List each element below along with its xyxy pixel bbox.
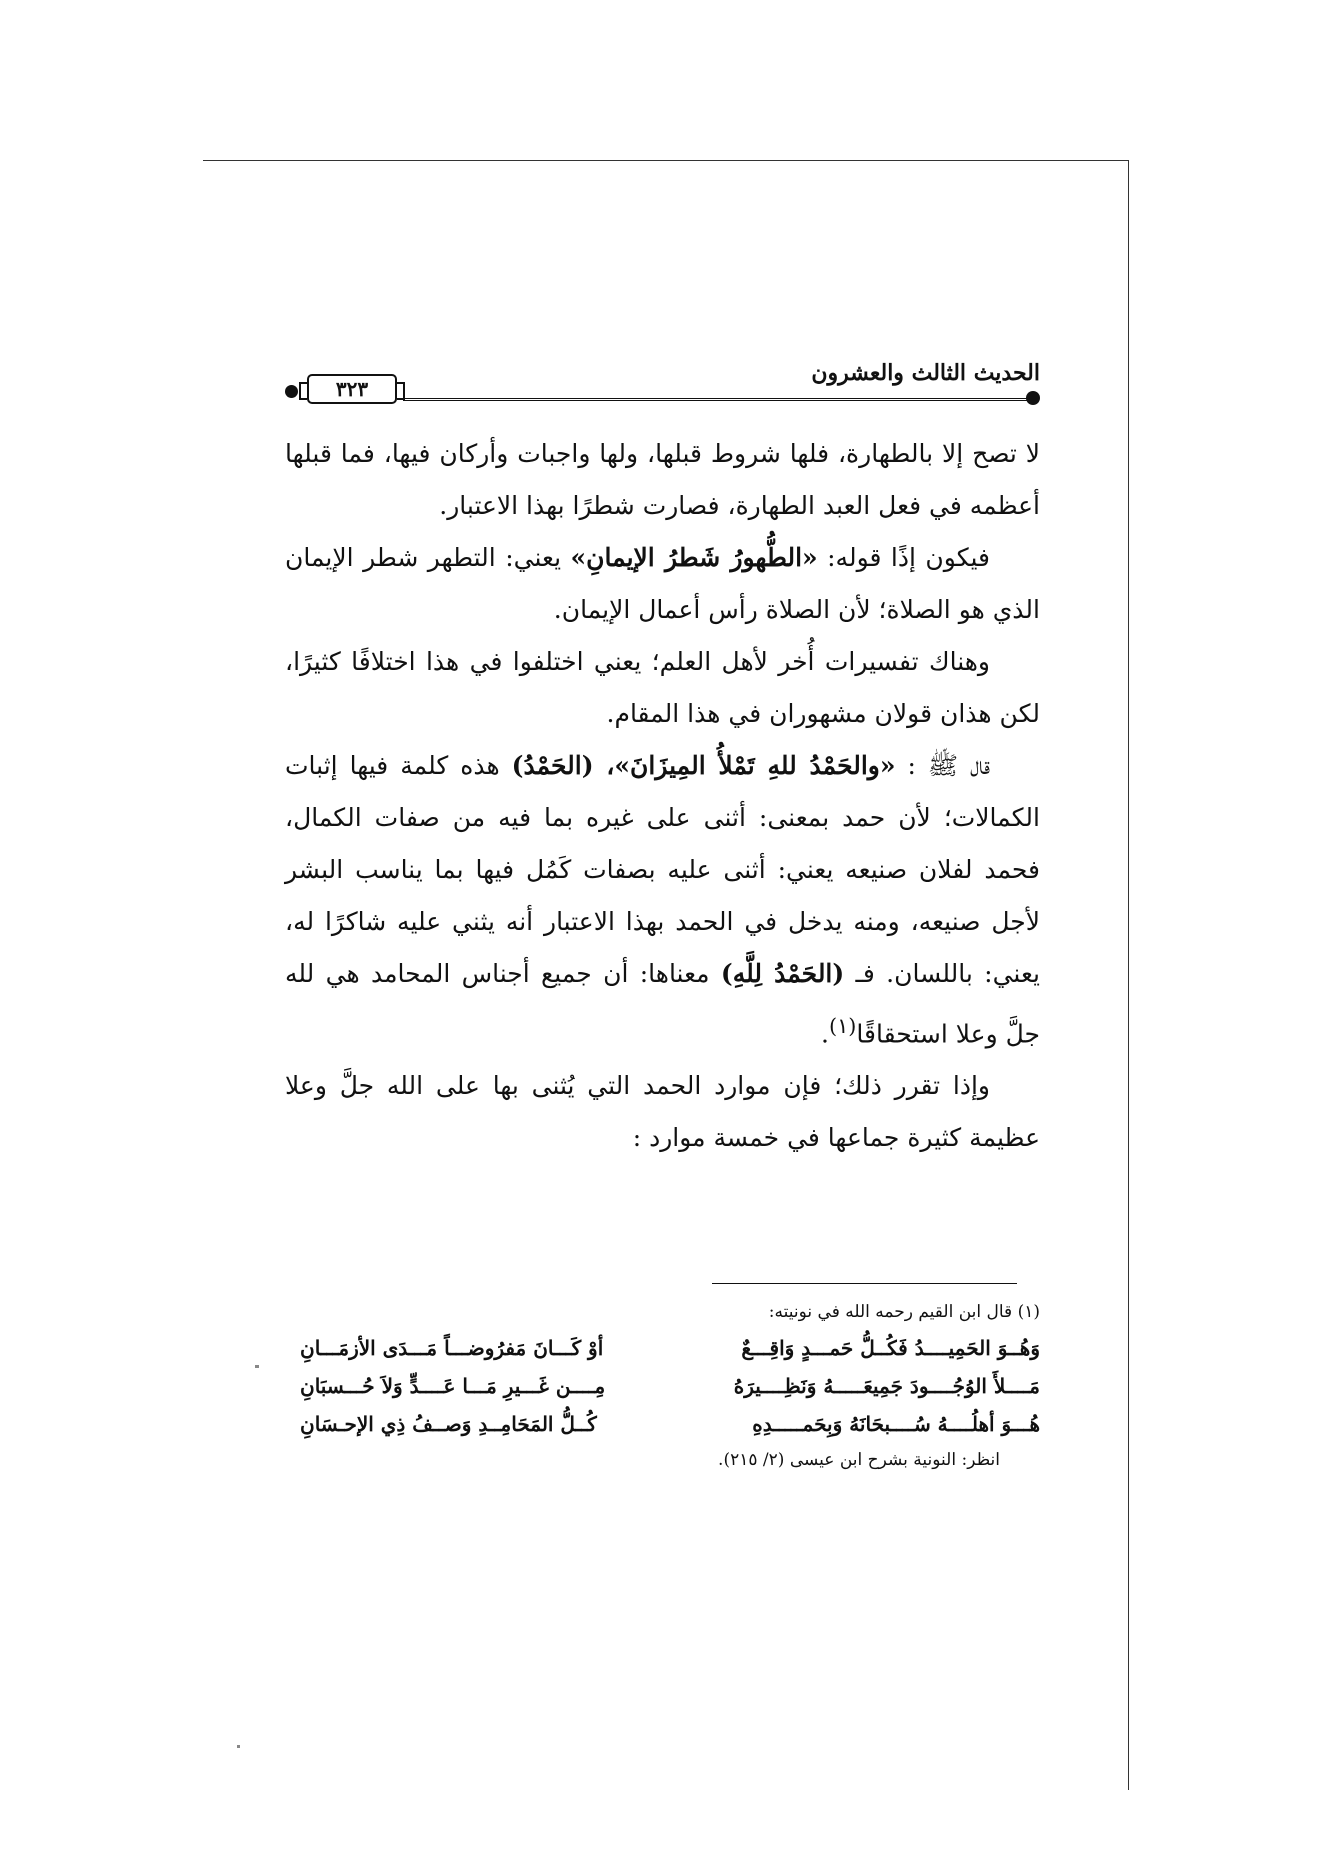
chapter-title: الحديث الثالث والعشرون [811, 360, 1040, 386]
scan-edge-right [1128, 160, 1129, 1790]
poem-verse [300, 1405, 1040, 1443]
text-run: معناها: أن جميع أجناس المحامد هي لله جلَّ وعلا استحقاقًا [285, 959, 1040, 1049]
paragraph [285, 532, 1040, 636]
text-run: فيكون إذًا قوله: [817, 543, 990, 572]
text-run: . [820, 1019, 829, 1049]
text-line: لا تصح إلا بالطهارة، فلها شروط قبلها، ولها واجبات وأركان فيها، [383, 439, 1040, 468]
header-ornament-dot [1026, 391, 1040, 405]
header-rule [403, 398, 1030, 401]
verse-second-hemistich: كُــلُّ المَحَامِــدِ وَصــفُ ذِي الإحـسَانِ [300, 1412, 597, 1436]
scan-speck [237, 1745, 240, 1748]
page-header [285, 360, 1040, 406]
footnote-source: انظر: النونية بشرح ابن عيسى (٢/ ٢١٥). [718, 1450, 1000, 1470]
paragraph [285, 428, 1040, 532]
text-line: فما قبلها أعظمه في فعل العبد الطهارة، فصارت شطرًا بهذا الاعتبار. [285, 439, 1040, 520]
footnote [300, 1295, 1040, 1477]
page-number: ٣٢٣ [335, 377, 369, 401]
footnote-separator [712, 1283, 1017, 1284]
paragraph: وإذا تقرر ذلك؛ فإن موارد الحمد التي يُثنى بها على الله جلَّ وعلا عظيمة كثيرة جماعها في خمسة موارد : [285, 1071, 1040, 1153]
text-run: يعني: التطهر شطر الإيمان الذي هو الصلاة؛ لأن الصلاة رأس أعمال الإيمان. [285, 543, 1040, 624]
footnote-intro: (١) قال ابن القيم رحمه الله في نونيته: [768, 1302, 1040, 1322]
hadith-quote: «الطُّهورُ شَطرُ الإيمانِ» [570, 543, 818, 572]
paragraph: وهناك تفسيرات أُخر لأهل العلم؛ يعني اختلفوا في هذا اختلافًا كثيرًا، لكن هذان قولان مشهوران في هذا المقام. [285, 647, 1040, 728]
scan-edge-top [203, 160, 1129, 161]
verse-second-hemistich: أوْ كَـــانَ مَفرُوضـــاً مَـــدَى الأزمَـــانِ [300, 1336, 604, 1360]
hadith-quote: (الحَمْدُ لِلَّهِ) [720, 959, 845, 988]
text-run: هذه كلمة فيها إثبات الكمالات؛ لأن حمد بمعنى: أثنى على غيره بما فيه من صفات الكمال، فحمد لفلان صنيعه يعني: أثنى عليه بصفات كَمُل فيها بما يناسب البشر لأجل صنيعه، ومنه يدخل في الحمد بهذا الاعتبار أنه يثني عليه شاكرًا له، يعني: باللسان. فـ [285, 751, 1040, 988]
verse-second-hemistich: مِــــن غَـــيرِ مَـــا عَــــدٍّ وَلاَ حُـــسبَانِ [300, 1374, 606, 1398]
poem-verse [300, 1367, 1040, 1405]
header-ornament-dot [285, 385, 298, 398]
poem-verse [300, 1329, 1040, 1367]
scan-speck [255, 1365, 259, 1368]
footnote-reference[interactable]: (١) [828, 1014, 857, 1038]
verse-first-hemistich: هُـــوَ أهلُــــهُ سُــــبحَانَهُ وَبِحَمـــــدِهِ [752, 1412, 1040, 1436]
verse-first-hemistich: مَــــلأَ الوُجُــــودَ جَمِيعَـــــهُ وَنَظِــــيرَهُ [733, 1374, 1040, 1398]
hadith-quote: «والحَمْدُ للهِ تَمْلأُ المِيزَانَ»، (الحَمْدُ) [511, 751, 896, 780]
main-text [285, 428, 1040, 1164]
verse-first-hemistich: وَهُــوَ الحَمِيــــدُ فَكُــلُّ حَمـــدٍ وَاقِـــعٌ [741, 1336, 1040, 1360]
paragraph [285, 740, 1040, 1060]
page-number-frame [307, 374, 397, 404]
text-run: قال ﷺ : [895, 751, 991, 780]
